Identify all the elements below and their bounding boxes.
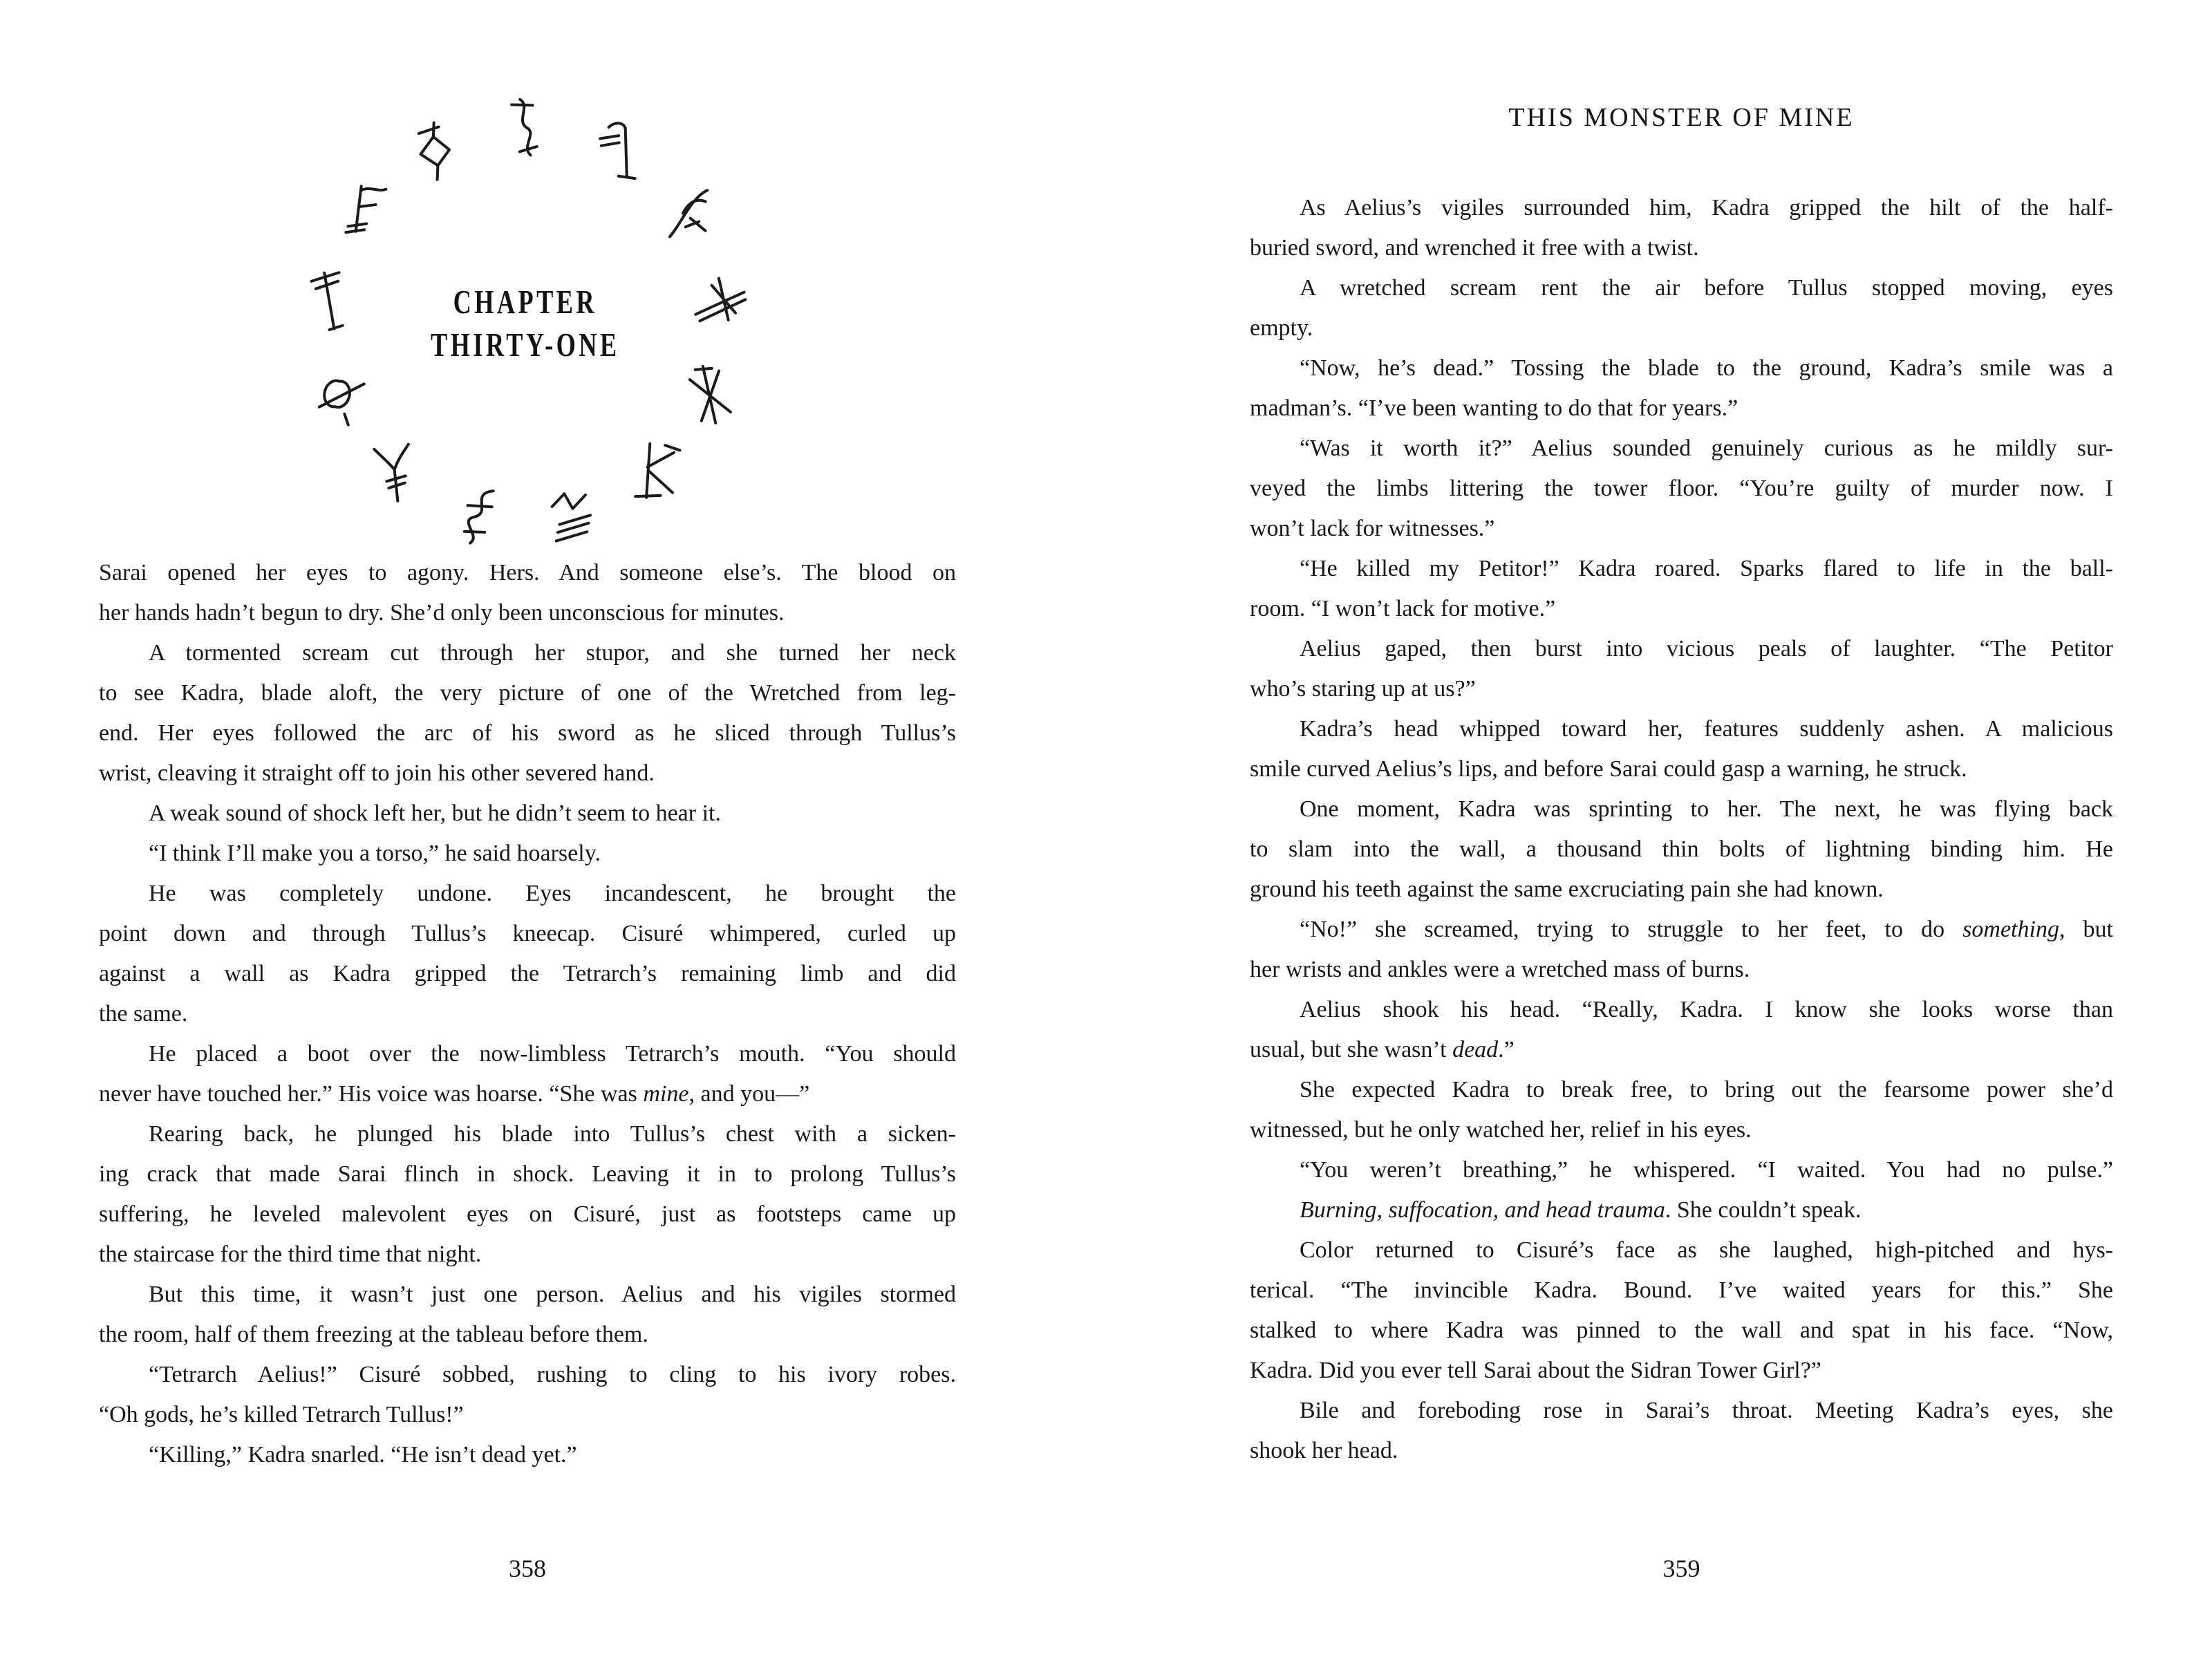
paragraph bbox=[1250, 1230, 2113, 1391]
text-line: witnessed, but he only watched her, relief in his eyes. bbox=[1250, 1117, 1752, 1143]
paragraph bbox=[1250, 549, 2113, 629]
text-line: buried sword, and wrenched it free with a twist. bbox=[1250, 235, 1699, 261]
rune-glyph bbox=[416, 121, 453, 182]
text-line: never have touched her.” His voice was hoarse. “She was mine, and you—” bbox=[99, 1081, 810, 1107]
text-line: “You weren’t breathing,” he whispered. “I waited. You had no pulse.” bbox=[1300, 1157, 2113, 1183]
text-line: smile curved Aelius’s lips, and before Sarai could gasp a warning, he struck. bbox=[1250, 756, 1967, 782]
paragraph bbox=[1250, 348, 2113, 429]
rune-glyph bbox=[635, 443, 680, 501]
text-line: Sarai opened her eyes to agony. Hers. And someone else’s. The blood on bbox=[99, 560, 956, 585]
paragraph bbox=[1250, 429, 2113, 549]
text-line: She expected Kadra to break free, to bring out the fearsome power she’d bbox=[1300, 1077, 2113, 1103]
text-line: Kadra. Did you ever tell Sarai about the Sidran Tower Girl?” bbox=[1250, 1358, 1821, 1383]
page-number-left: 358 bbox=[509, 1555, 546, 1582]
page-right bbox=[1106, 0, 2212, 1659]
text-line: Aelius gaped, then burst into vicious peals of laughter. “The Petitor bbox=[1300, 636, 2113, 662]
text-line: A wretched scream rent the air before Tullus stopped moving, eyes bbox=[1300, 275, 2113, 301]
text-line: Rearing back, he plunged his blade into Tullus’s chest with a sicken- bbox=[149, 1121, 956, 1147]
rune-glyph bbox=[595, 121, 642, 178]
text-line: empty. bbox=[1250, 315, 1313, 341]
paragraph bbox=[99, 874, 956, 1034]
text-line: end. Her eyes followed the arc of his sword as he sliced through Tullus’s bbox=[99, 720, 956, 746]
text-line: “Oh gods, he’s killed Tetrarch Tullus!” bbox=[99, 1402, 464, 1427]
rune-glyph bbox=[550, 491, 594, 541]
paragraph bbox=[99, 1114, 956, 1275]
paragraph bbox=[99, 1435, 956, 1475]
text-line: “Now, he’s dead.” Tossing the blade to the ground, Kadra’s smile was a bbox=[1300, 355, 2113, 381]
rune-glyph bbox=[687, 362, 732, 427]
paragraph bbox=[1250, 910, 2113, 990]
paragraph bbox=[99, 1275, 956, 1355]
text-line: Aelius shook his head. “Really, Kadra. I know she looks worse than bbox=[1300, 997, 2113, 1022]
text-line: who’s staring up at us?” bbox=[1250, 676, 1476, 702]
paragraph bbox=[1250, 1070, 2113, 1150]
paragraph bbox=[1250, 709, 2113, 789]
text-line: “Killing,” Kadra snarled. “He isn’t dead yet.” bbox=[149, 1442, 577, 1468]
text-line: A weak sound of shock left her, but he didn’t seem to hear it. bbox=[149, 800, 721, 826]
rune-glyph bbox=[666, 190, 711, 236]
text-line: room. “I won’t lack for motive.” bbox=[1250, 596, 1556, 621]
chapter-title bbox=[111, 281, 940, 366]
text-line: won’t lack for witnesses.” bbox=[1250, 516, 1495, 541]
paragraph bbox=[99, 553, 956, 633]
running-header: THIS MONSTER OF MINE bbox=[1508, 103, 1855, 132]
paragraph bbox=[99, 1034, 956, 1114]
paragraph bbox=[1250, 1150, 2113, 1190]
text-line: to slam into the wall, a thousand thin bolts of lightning binding him. He bbox=[1250, 836, 2113, 862]
page-number-right: 359 bbox=[1662, 1555, 1700, 1582]
text-line: veyed the limbs littering the tower floor. “You’re guilty of murder now. I bbox=[1250, 476, 2113, 501]
text-line: against a wall as Kadra gripped the Tetrarch’s remaining limb and did bbox=[99, 961, 956, 986]
text-line: ing crack that made Sarai flinch in shock. Leaving it in to prolong Tullus’s bbox=[99, 1161, 956, 1187]
paragraph bbox=[99, 834, 956, 874]
paragraph bbox=[99, 633, 956, 794]
text-line: Burning, suffocation, and head trauma. She couldn’t speak. bbox=[1300, 1197, 1862, 1223]
paragraph bbox=[1250, 268, 2113, 348]
text-line: suffering, he leveled malevolent eyes on Cisuré, just as footsteps came up bbox=[99, 1201, 956, 1227]
text-line: to see Kadra, blade aloft, the very picture of one of the Wretched from leg- bbox=[99, 680, 956, 706]
text-line: One moment, Kadra was sprinting to her. The next, he was flying back bbox=[1300, 796, 2113, 822]
text-line: wrist, cleaving it straight off to join his other severed hand. bbox=[99, 760, 655, 786]
text-line: madman’s. “I’ve been wanting to do that for years.” bbox=[1250, 395, 1738, 421]
text-line: “He killed my Petitor!” Kadra roared. Sparks flared to life in the ball- bbox=[1300, 556, 2113, 581]
text-line: Color returned to Cisuré’s face as she laughed, high-pitched and hys- bbox=[1300, 1237, 2113, 1263]
text-line: terical. “The invincible Kadra. Bound. I’ve waited years for this.” She bbox=[1250, 1277, 2113, 1303]
text-line: He placed a boot over the now-limbless Tetrarch’s mouth. “You should bbox=[149, 1041, 956, 1067]
paragraph bbox=[1250, 1190, 2113, 1230]
text-line: A tormented scream cut through her stupor, and she turned her neck bbox=[149, 640, 956, 666]
text-line: shook her head. bbox=[1250, 1438, 1398, 1463]
text-line: “No!” she screamed, trying to struggle to her feet, to do something, but bbox=[1300, 917, 2113, 942]
left-text-block bbox=[99, 553, 956, 1475]
text-line: As Aelius’s vigiles surrounded him, Kadra gripped the hilt of the half- bbox=[1300, 195, 2113, 221]
paragraph bbox=[1250, 789, 2113, 910]
paragraph bbox=[1250, 1391, 2113, 1471]
text-line: the same. bbox=[99, 1001, 188, 1027]
text-line: “I think I’ll make you a torso,” he said hoarsely. bbox=[149, 841, 601, 866]
rune-glyph bbox=[374, 444, 414, 503]
text-line: the staircase for the third time that night. bbox=[99, 1241, 482, 1267]
text-line: Kadra’s head whipped toward her, features suddenly ashen. A malicious bbox=[1300, 716, 2113, 742]
text-line: her hands hadn’t begun to dry. She’d only been unconscious for minutes. bbox=[99, 600, 785, 626]
chapter-title-line2: THIRTY-ONE bbox=[431, 326, 620, 364]
paragraph bbox=[99, 794, 956, 834]
text-line: her wrists and ankles were a wretched mass of burns. bbox=[1250, 957, 1750, 982]
text-line: point down and through Tullus’s kneecap. Cisuré whimpered, curled up bbox=[99, 921, 956, 946]
paragraph bbox=[1250, 629, 2113, 709]
text-line: “Was it worth it?” Aelius sounded genuinely curious as he mildly sur- bbox=[1300, 435, 2113, 461]
paragraph bbox=[1250, 990, 2113, 1070]
text-line: usual, but she wasn’t dead.” bbox=[1250, 1037, 1515, 1062]
text-line: stalked to where Kadra was pinned to the wall and spat in his face. “Now, bbox=[1250, 1318, 2113, 1343]
paragraph bbox=[99, 1355, 956, 1435]
rune-glyph bbox=[346, 185, 386, 237]
rune-glyph bbox=[461, 487, 494, 545]
text-line: the room, half of them freezing at the tableau before them. bbox=[99, 1322, 648, 1347]
right-text-block bbox=[1250, 188, 2113, 1471]
text-line: Bile and foreboding rose in Sarai’s throat. Meeting Kadra’s eyes, she bbox=[1300, 1398, 2113, 1423]
text-line: ground his teeth against the same excruciating pain she had known. bbox=[1250, 877, 1884, 902]
text-line: But this time, it wasn’t just one person. Aelius and his vigiles stormed bbox=[149, 1282, 956, 1307]
text-line: He was completely undone. Eyes incandescent, he brought the bbox=[149, 881, 956, 906]
text-line: “Tetrarch Aelius!” Cisuré sobbed, rushing to cling to his ivory robes. bbox=[149, 1362, 956, 1387]
chapter-title-line1: CHAPTER bbox=[453, 283, 598, 321]
paragraph bbox=[1250, 188, 2113, 268]
rune-glyph bbox=[317, 375, 364, 426]
rune-glyph bbox=[511, 97, 539, 156]
